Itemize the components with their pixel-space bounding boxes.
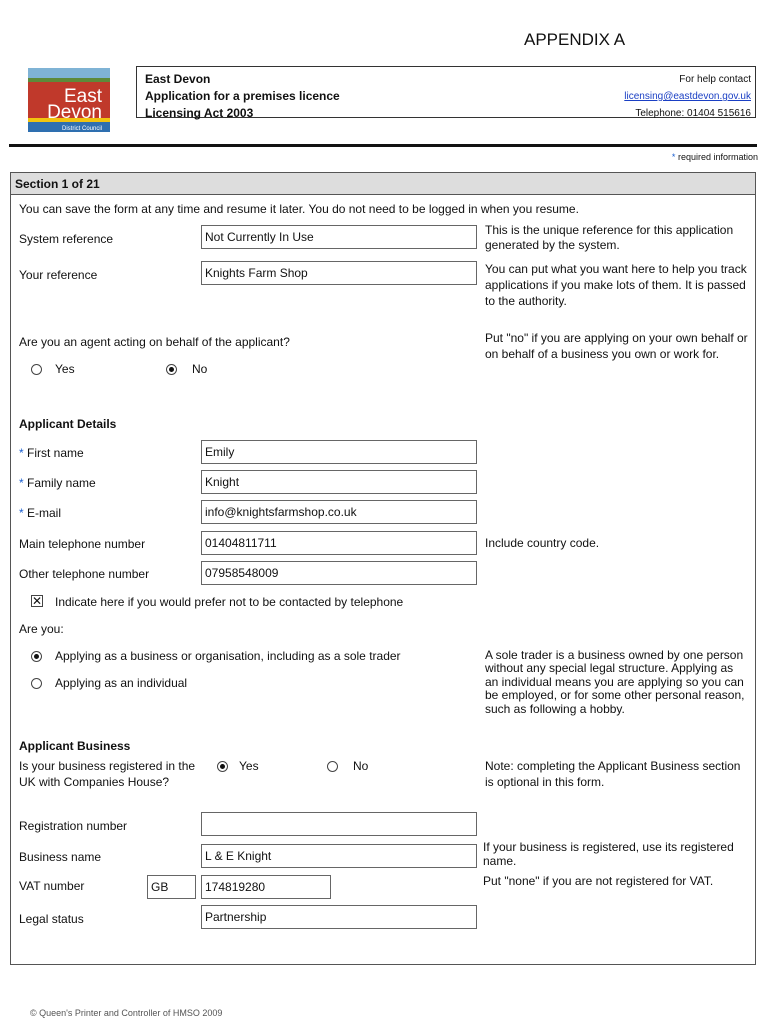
agent-help: Put "no" if you are applying on your own behalf or on behalf of a business you own or work for. xyxy=(485,331,748,361)
other-phone-input[interactable]: 07958548009 xyxy=(201,561,477,585)
registered-no-label: No xyxy=(353,759,369,773)
business-label: Applying as a business or organisation, including as a sole trader xyxy=(55,649,401,663)
agent-no-label: No xyxy=(192,362,208,376)
individual-radio[interactable] xyxy=(31,678,42,689)
your-ref-input[interactable]: Knights Farm Shop xyxy=(201,261,477,285)
header-contact xyxy=(624,71,751,122)
header-org: East Devon xyxy=(145,72,211,86)
email-input[interactable]: info@knightsfarmshop.co.uk xyxy=(201,500,477,524)
help-phone: Telephone: 01404 515616 xyxy=(635,108,751,119)
svg-text:Devon: Devon xyxy=(47,102,102,123)
header-divider xyxy=(9,144,757,147)
agent-yes-radio[interactable] xyxy=(31,364,42,375)
first-name-input[interactable]: Emily xyxy=(201,440,477,464)
reg-number-label: Registration number xyxy=(19,819,128,833)
appendix-title: APPENDIX A xyxy=(524,30,626,49)
required-note: * required information xyxy=(671,152,758,162)
vat-label: VAT number xyxy=(19,879,85,893)
help-contact-label: For help contact xyxy=(679,74,751,85)
main-phone-help: Include country code. xyxy=(485,536,600,550)
section-panel xyxy=(10,172,756,965)
business-note: Note: completing the Applicant Business section is optional in this form. xyxy=(485,759,741,789)
legal-status-input[interactable]: Partnership xyxy=(201,905,477,929)
legal-status-label: Legal status xyxy=(19,912,84,926)
header-titles xyxy=(145,71,340,122)
other-phone-label: Other telephone number xyxy=(19,567,150,581)
section-heading: Section 1 of 21 xyxy=(11,173,755,195)
agent-yes-label: Yes xyxy=(55,362,75,376)
registered-yes-label: Yes xyxy=(239,759,259,773)
header-title: Application for a premises licence xyxy=(145,89,340,103)
system-ref-help: This is the unique reference for this application generated by the system. xyxy=(485,223,734,252)
vat-prefix-input[interactable]: GB xyxy=(147,875,196,899)
email-label: * E-mail xyxy=(19,506,62,520)
intro-text: You can save the form at any time and resume it later. You do not need to be logged in when you resume. xyxy=(19,202,579,216)
business-name-help: If your business is registered, use its registered name. xyxy=(483,840,734,868)
registered-yes-radio[interactable] xyxy=(217,761,228,772)
agent-question: Are you an agent acting on behalf of the applicant? xyxy=(19,335,290,349)
individual-label: Applying as an individual xyxy=(55,676,188,690)
your-ref-help: You can put what you want here to help you track applications if you make lots of them. It is passed to the authority. xyxy=(485,262,747,308)
system-ref-input[interactable]: Not Currently In Use xyxy=(201,225,477,249)
main-phone-input[interactable]: 01404811711 xyxy=(201,531,477,555)
agent-no-radio[interactable] xyxy=(166,364,177,375)
business-radio[interactable] xyxy=(31,651,42,662)
applicant-details-heading: Applicant Details xyxy=(19,417,117,431)
family-name-input[interactable]: Knight xyxy=(201,470,477,494)
no-contact-checkbox[interactable]: ✕ xyxy=(32,594,43,608)
registered-no-radio[interactable] xyxy=(327,761,338,772)
system-ref-label: System reference xyxy=(19,232,114,246)
business-name-label: Business name xyxy=(19,850,102,864)
svg-text:East: East xyxy=(63,86,102,107)
header-act: Licensing Act 2003 xyxy=(145,106,254,120)
header-box xyxy=(136,66,756,118)
applicant-business-heading: Applicant Business xyxy=(19,739,131,753)
first-name-label: * First name xyxy=(19,446,84,460)
vat-help: Put "none" if you are not registered for VAT. xyxy=(483,874,714,888)
reg-number-input[interactable] xyxy=(201,812,477,836)
east-devon-logo xyxy=(28,68,110,132)
are-you-label: Are you: xyxy=(19,622,64,636)
vat-number-input[interactable]: 174819280 xyxy=(201,875,331,899)
svg-text:District Council: District Council xyxy=(61,126,102,132)
sole-trader-help: A sole trader is a business owned by one person without any special legal structure. Applying as an individual means you are applying so you can be employed, or for some other personal reason, such as following a hobby. xyxy=(485,648,745,716)
main-phone-label: Main telephone number xyxy=(19,537,146,551)
help-email-link[interactable]: licensing@eastdevon.gov.uk xyxy=(624,91,751,102)
copyright-footer: © Queen's Printer and Controller of HMSO 2009 xyxy=(30,1008,223,1018)
your-ref-label: Your reference xyxy=(19,268,98,282)
family-name-label: * Family name xyxy=(19,476,96,490)
registered-question: Is your business registered in the UK with Companies House? xyxy=(19,759,196,789)
business-name-input[interactable]: L & E Knight xyxy=(201,844,477,868)
no-contact-label: Indicate here if you would prefer not to be contacted by telephone xyxy=(55,595,404,609)
